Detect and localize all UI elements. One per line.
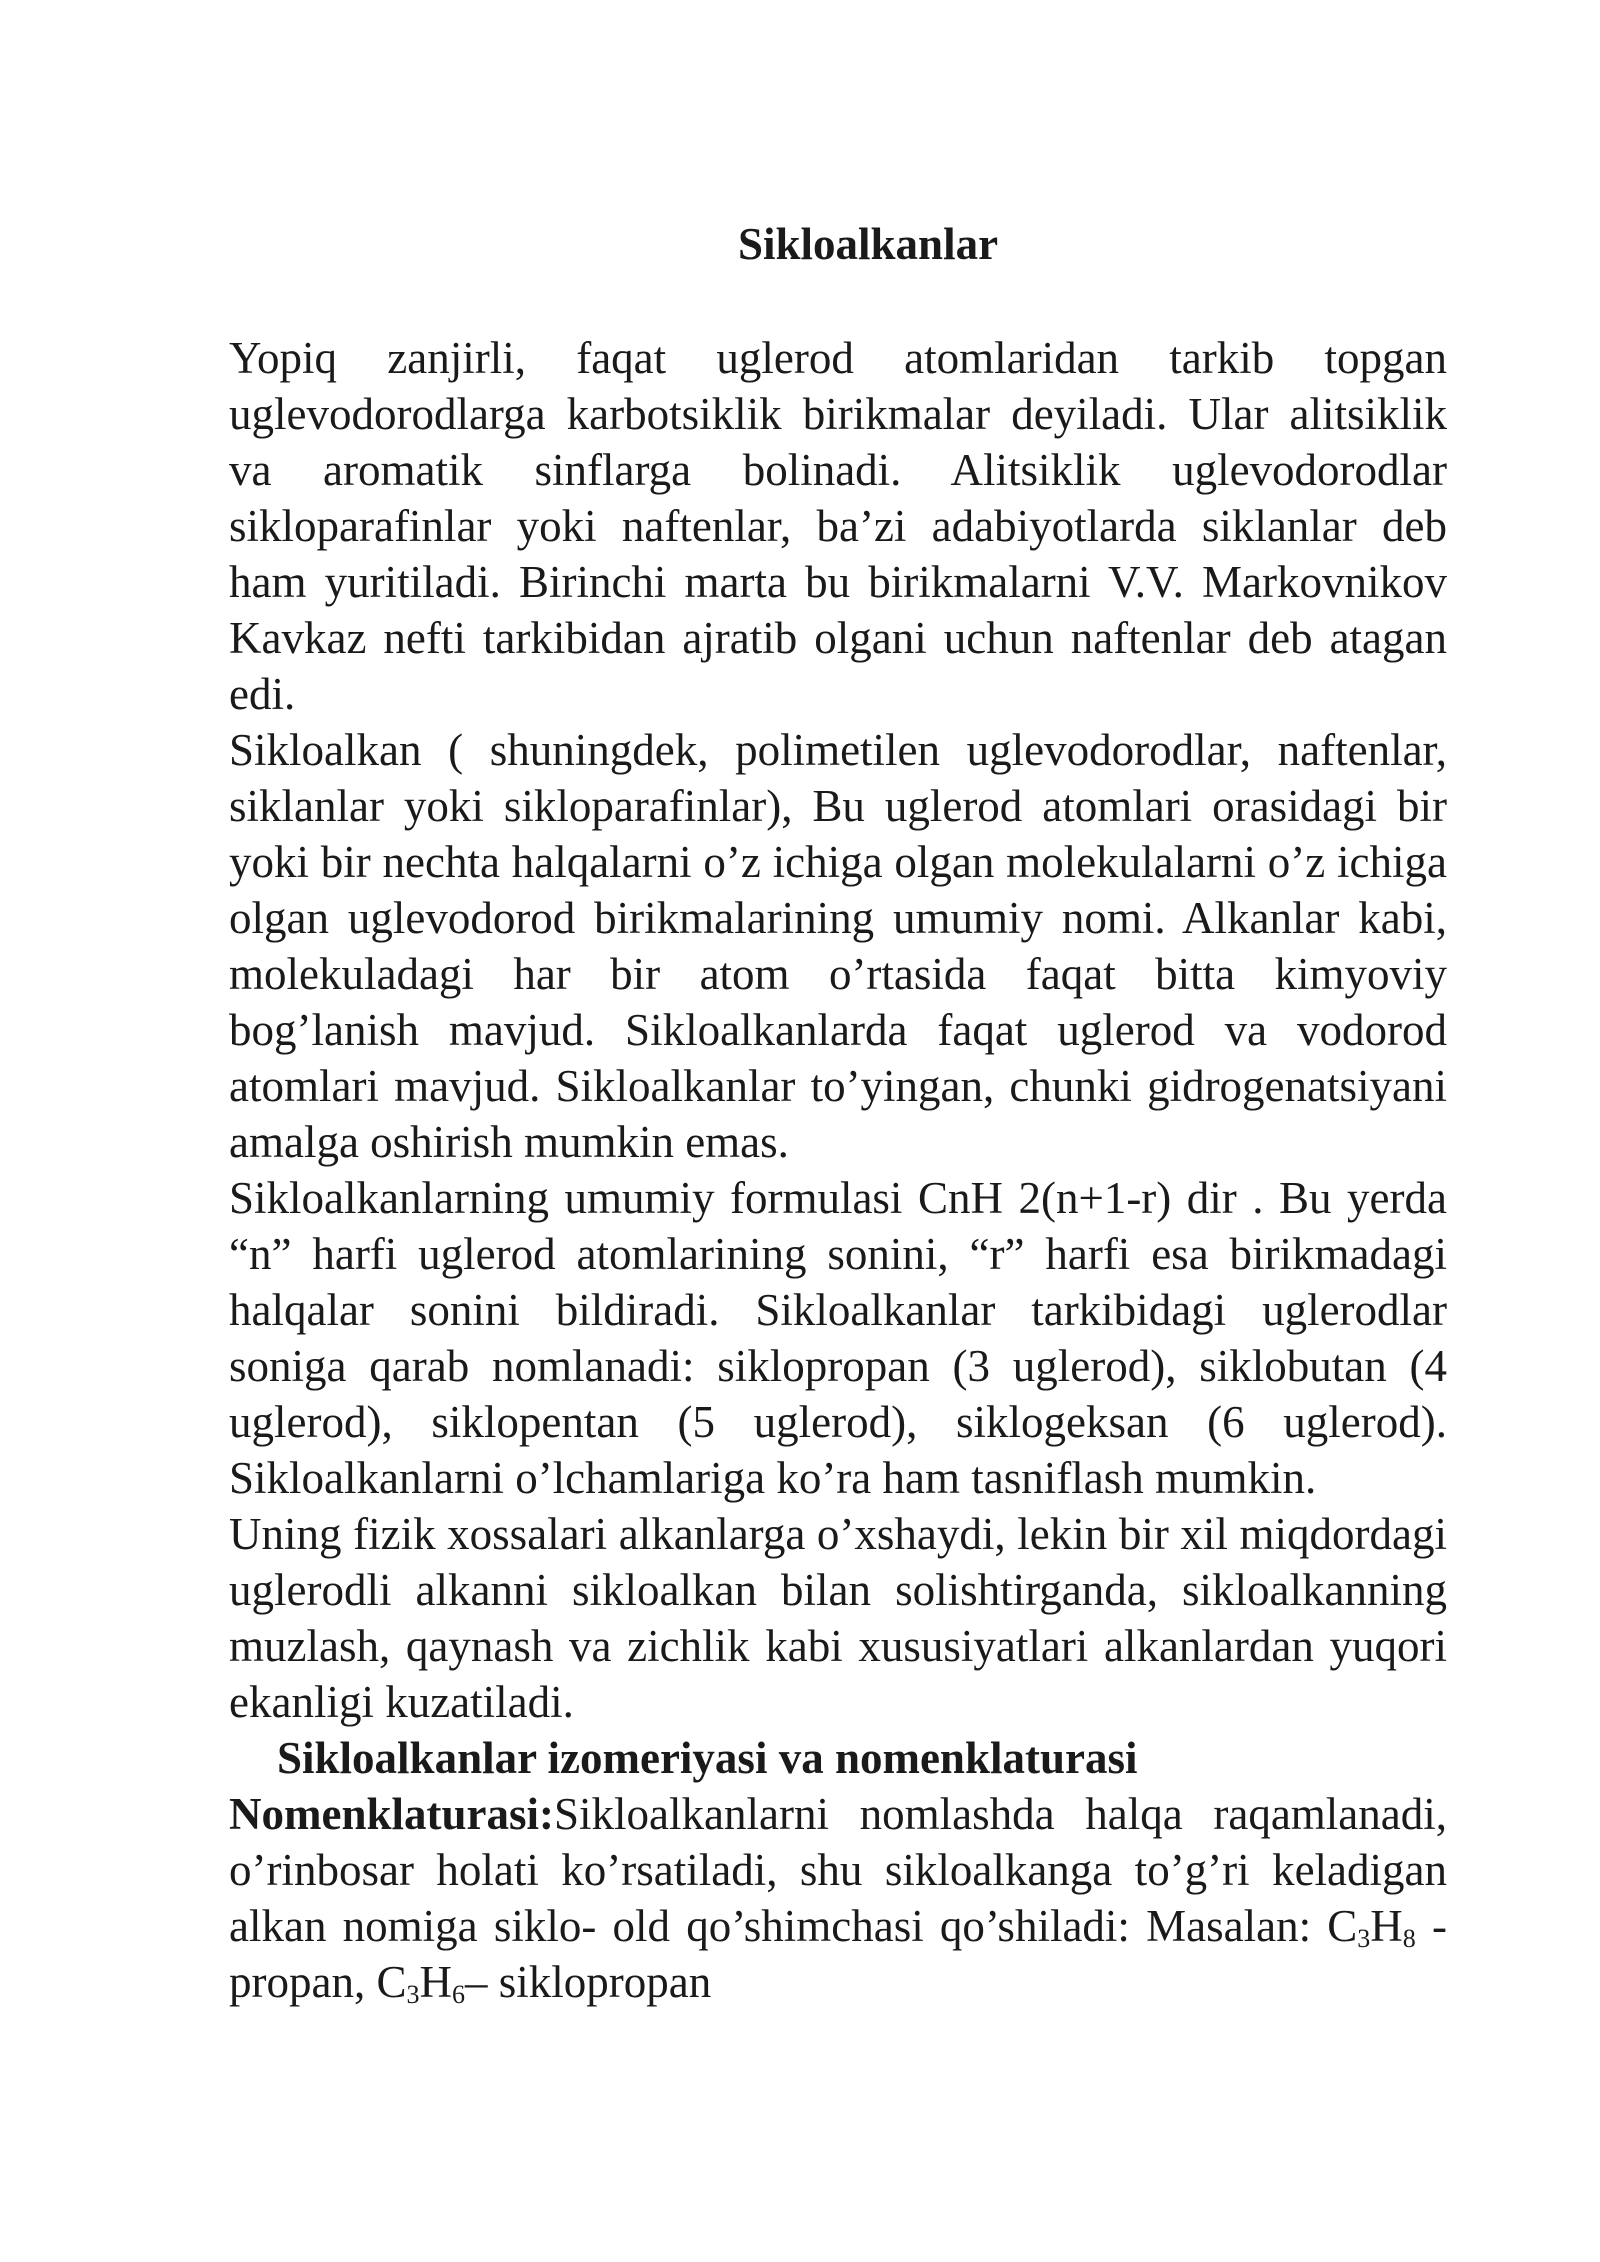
- paragraph-intro: Yopiq zanjirli, faqat uglerod atomlaridan tarkib topgan uglevodorodlarga karbotsiklik birikmalar deyiladi. Ular alitsiklik va aromatik sinflarga bolinadi. Alitsiklik uglevodorodlar sikloparafinlar yoki naftenlar, ba’zi adabiyotlarda siklanlar deb ham yuritiladi. Birinchi marta bu birikmalarni V.V. Markovnikov Kavkaz nefti tarkibidan ajratib olgani uchun naftenlar deb atagan edi.: [229, 333, 1447, 719]
- paragraph-formula: Sikloalkanlarning umumiy formulasi CnH 2(n+1-r) dir . Bu yerda “n” harfi uglerod atomlarining sonini, “r” harfi esa birikmadagi halqalar sonini bildiradi. Sikloalkanlar tarkibidagi uglerodlar soniga qarab nomlanadi: siklopropan (3 uglerod), siklobutan (4 uglerod), siklopentan (5 uglerod), siklogeksan (6 uglerod). Sikloalkanlarni o’lchamlariga ko’ra ham tasniflash mumkin.: [229, 1173, 1447, 1503]
- document-title: Sikloalkanlar: [737, 219, 999, 269]
- paragraph-nomenclature: [229, 1786, 1447, 2010]
- section-heading-isomerism: Sikloalkanlar izomeriyasi va nomenklaturasi: [277, 1733, 1138, 1783]
- formula-cyclopropane-name: – siklopropan: [464, 1957, 712, 2007]
- paragraph-physical-properties: Uning fizik xossalari alkanlarga o’xshaydi, lekin bir xil miqdordagi uglerodli alkanni sikloalkan bilan solishtirganda, sikloalkanning muzlash, qaynash va zichlik kabi xususiyatlari alkanlardan yuqori ekanligi kuzatiladi.: [229, 1509, 1447, 1727]
- formula-cyclopropane: $C_3H_6$: [376, 1957, 465, 2009]
- paragraph-definition: Sikloalkan ( shuningdek, polimetilen uglevodorodlar, naftenlar, siklanlar yoki sikloparafinlar), Bu uglerod atomlari orasidagi bir yoki bir nechta halqalarni o’z ichiga olgan molekulalarni o’z ichiga olgan uglevodorod birikmalarining umumiy nomi. Alkanlar kabi, molekuladagi har bir atom o’rtasida faqat bitta kimyoviy bog’lanish mavjud. Sikloalkanlarda faqat uglerod va vodorod atomlari mavjud. Sikloalkanlar to’yingan, chunki gidrogenatsiyani amalga oshirish mumkin emas.: [229, 725, 1447, 1167]
- nomenclature-label: Nomenklaturasi:: [229, 1789, 554, 1839]
- document-body: [229, 216, 1447, 2010]
- formula-propane-name: - propan,: [229, 1901, 1447, 2007]
- nomenclature-text: Sikloalkanlarni nomlashda halqa raqamlanadi, o’rinbosar holati ko’rsatiladi, shu sikloalkanga to’g’ri keladigan alkan nomiga siklo- old qo’shimchasi qo’shiladi: Masalan:: [229, 1789, 1447, 1951]
- formula-propane: $C_3H_8$: [1327, 1901, 1416, 1953]
